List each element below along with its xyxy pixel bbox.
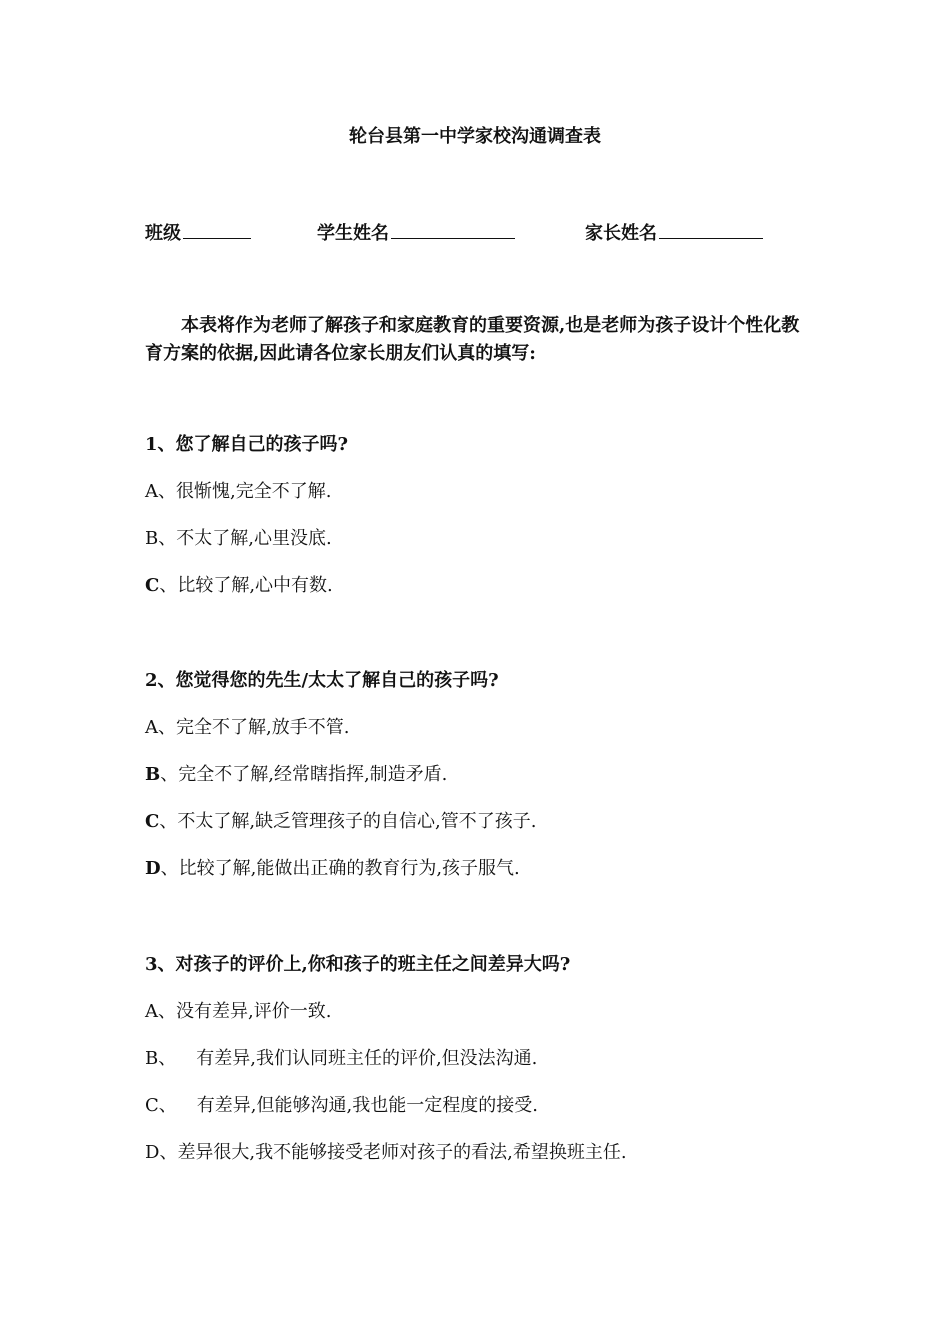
- question-3-option-c: C、 有差异,但能够沟通,我也能一定程度的接受.: [145, 1095, 538, 1116]
- class-field: [145, 218, 251, 247]
- class-blank: [183, 218, 251, 239]
- question-1-option-b: B、不太了解,心里没底.: [145, 528, 332, 549]
- question-1-option-c: C、比较了解,心中有数.: [145, 575, 333, 596]
- parent-name-blank: [659, 218, 763, 239]
- student-name-label: 学生姓名: [317, 223, 389, 244]
- student-name-field: [317, 218, 515, 247]
- option-text: 比较了解,能做出正确的教育行为,孩子服气.: [178, 858, 520, 879]
- question-1: 1、您了解自己的孩子吗?: [145, 434, 349, 455]
- option-text: 有差异,我们认同班主任的评价,但没法沟通.: [196, 1048, 538, 1069]
- option-text: 完全不了解,放手不管.: [176, 717, 350, 738]
- question-2-option-d: D、比较了解,能做出正确的教育行为,孩子服气.: [145, 858, 520, 879]
- option-letter: C: [145, 575, 160, 596]
- option-text: 很惭愧,完全不了解.: [176, 481, 332, 502]
- question-3-option-d: D、差异很大,我不能够接受老师对孩子的看法,希望换班主任.: [145, 1142, 627, 1163]
- option-text: 完全不了解,经常瞎指挥,制造矛盾.: [178, 764, 448, 785]
- option-text: 没有差异,评价一致.: [176, 1001, 332, 1022]
- option-letter: D: [145, 1142, 160, 1163]
- option-letter: C: [145, 1095, 159, 1116]
- option-letter: B: [145, 1048, 159, 1069]
- question-2-option-c: C、不太了解,缺乏管理孩子的自信心,管不了孩子.: [145, 811, 537, 832]
- option-text: 不太了解,缺乏管理孩子的自信心,管不了孩子.: [177, 811, 537, 832]
- option-letter: D: [145, 858, 161, 879]
- option-letter: C: [145, 811, 160, 832]
- question-1-option-a: A、很惭愧,完全不了解.: [145, 481, 332, 502]
- question-3: 3、对孩子的评价上,你和孩子的班主任之间差异大吗?: [145, 954, 571, 975]
- question-3-option-b: B、 有差异,我们认同班主任的评价,但没法沟通.: [145, 1048, 538, 1069]
- option-letter: B: [145, 764, 161, 785]
- option-text: 有差异,但能够沟通,我也能一定程度的接受.: [196, 1095, 538, 1116]
- parent-name-label: 家长姓名: [585, 223, 657, 244]
- page-title: 轮台县第一中学家校沟通调查表: [349, 126, 601, 147]
- question-2-option-b: B、完全不了解,经常瞎指挥,制造矛盾.: [145, 764, 448, 785]
- option-letter: A: [145, 717, 158, 738]
- option-letter: A: [145, 481, 158, 502]
- option-letter: B: [145, 528, 159, 549]
- student-name-blank: [391, 218, 515, 239]
- question-2: 2、您觉得您的先生/太太了解自己的孩子吗?: [145, 670, 499, 691]
- option-letter: A: [145, 1001, 158, 1022]
- option-text: 差异很大,我不能够接受老师对孩子的看法,希望换班主任.: [177, 1142, 627, 1163]
- parent-name-field: [585, 218, 763, 247]
- question-2-option-a: A、完全不了解,放手不管.: [145, 717, 350, 738]
- class-label: 班级: [145, 223, 181, 244]
- intro-paragraph: 本表将作为老师了解孩子和家庭教育的重要资源,也是老师为孩子设计个性化教育方案的依据,因此请各位家长朋友们认真的填写:: [145, 315, 800, 364]
- question-3-option-a: A、没有差异,评价一致.: [145, 1001, 332, 1022]
- option-text: 比较了解,心中有数.: [177, 575, 333, 596]
- option-text: 不太了解,心里没底.: [176, 528, 332, 549]
